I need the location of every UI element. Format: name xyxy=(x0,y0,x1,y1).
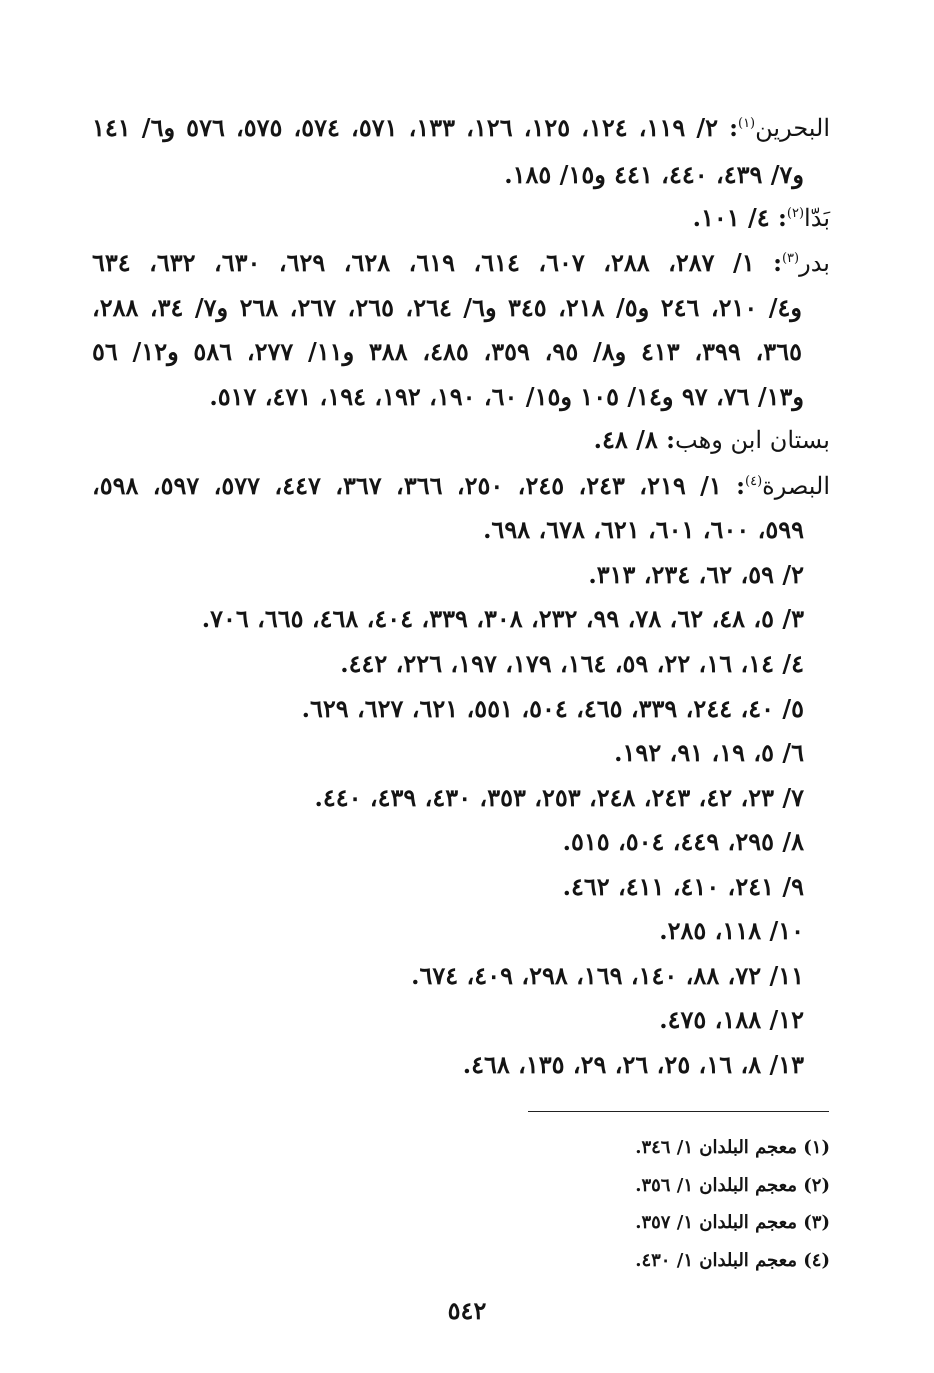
page-refs: ٢/ ٥٩، ٦٢، ٢٣٤، ٣١٣. xyxy=(588,560,804,589)
index-line-cont xyxy=(411,961,804,991)
index-headword: البصرة xyxy=(762,472,831,500)
separator: : xyxy=(778,203,787,232)
footnote-ref: (١) xyxy=(737,116,756,131)
page-refs: ١/ ٢١٩، ٢٤٣، ٢٤٥، ٢٥٠، ٣٦٦، ٣٦٧، ٤٤٧، ٥٧٧، ٥٩٧، ٥٩٨، xyxy=(92,471,737,500)
index-line-cont xyxy=(563,827,804,857)
index-line-cont xyxy=(483,515,804,545)
footnote: (٣) معجم البلدان ١/ ٣٥٧. xyxy=(635,1212,830,1233)
footnote-ref: (٢) xyxy=(786,206,805,221)
page-refs: ١٣/ ٨، ١٦، ٢٥، ٢٦، ٢٩، ١٣٥، ٤٦٨. xyxy=(462,1050,804,1079)
index-headword: بدر xyxy=(799,249,830,277)
index-line-cont xyxy=(302,694,804,724)
footnote: (١) معجم البلدان ١/ ٣٤٦. xyxy=(635,1137,830,1158)
index-line-cont xyxy=(340,649,804,679)
footnote-divider xyxy=(528,1111,829,1112)
index-line xyxy=(693,203,830,233)
page-number: ٥٤٢ xyxy=(447,1296,487,1325)
page-refs: ١٢/ ١٨٨، ٤٧٥. xyxy=(659,1005,804,1034)
footnote-ref: (٤) xyxy=(745,474,763,489)
index-line-cont xyxy=(314,783,804,813)
page-refs: ١٠/ ١١٨، ٢٨٥. xyxy=(659,916,804,945)
page-refs: ٥/ ٤٠، ٢٤٤، ٣٣٩، ٤٦٥، ٥٠٤، ٥٥١، ٦٢١، ٦٢٧، ٦٢٩. xyxy=(301,694,804,723)
index-line-cont xyxy=(659,1005,804,1035)
separator: : xyxy=(729,113,738,142)
index-line-cont xyxy=(463,1050,804,1080)
separator: : xyxy=(736,471,746,500)
page-refs: ٥٩٩، ٦٠٠، ٦٠١، ٦٢١، ٦٧٨، ٦٩٨. xyxy=(483,515,804,544)
page-refs: ١/ ٢٨٧، ٢٨٨، ٦٠٧، ٦١٤، ٦١٩، ٦٢٨، ٦٢٩، ٦٣٠، ٦٣٢، ٦٣٤ xyxy=(92,248,774,277)
index-line-cont xyxy=(92,293,802,323)
index-line xyxy=(92,113,830,143)
page-refs: ٩/ ٢٤١، ٤١٠، ٤١١، ٤٦٢. xyxy=(562,872,804,901)
page-refs: ٣٦٥، ٣٩٩، ٤١٣ و٨/ ٩٥، ٣٥٩، ٤٨٥، ٣٨٨ و١١/ ٢٧٧، ٥٨٦ و١٢/ ٥٦ xyxy=(92,337,802,366)
page-refs: ١١/ ٧٢، ٨٨، ١٤٠، ١٦٩، ٢٩٨، ٤٠٩، ٦٧٤. xyxy=(411,961,804,990)
index-headword: بستان ابن وهب xyxy=(675,426,830,454)
page-refs: و٤/ ٢١٠، ٢٤٦ و٥/ ٢١٨، ٣٤٥ و٦/ ٢٦٤، ٢٦٥، ٢٦٧، ٢٦٨ و٧/ ٣٤، ٢٨٨، xyxy=(92,293,802,322)
page-refs: ٤/ ١٠١. xyxy=(692,203,779,232)
index-line-cont xyxy=(92,337,802,367)
page-refs: ٨/ ٤٨. xyxy=(593,425,667,454)
page-refs: ٣/ ٥، ٤٨، ٦٢، ٧٨، ٩٩، ٢٣٢، ٣٠٨، ٣٣٩، ٤٠٤، ٤٦٨، ٦٦٥، ٧٠٦. xyxy=(201,604,804,633)
page-refs: ٨/ ٢٩٥، ٤٤٩، ٥٠٤، ٥١٥. xyxy=(562,827,804,856)
separator: : xyxy=(666,425,676,454)
index-line-cont xyxy=(563,872,804,902)
index-headword: البحرين xyxy=(755,114,831,142)
footnote: (٢) معجم البلدان ١/ ٣٥٦. xyxy=(635,1175,830,1196)
page-refs: ٢/ ١١٩، ١٢٤، ١٢٥، ١٢٦، ١٣٣، ٥٧١، ٥٧٤، ٥٧٥، ٥٧٦ و٦/ ١٤١ xyxy=(92,113,730,142)
index-line xyxy=(594,425,830,455)
index-line-cont xyxy=(614,738,804,768)
footnote-ref: (٣) xyxy=(781,251,800,266)
page-refs: ٧/ ٢٣، ٤٢، ٢٤٣، ٢٤٨، ٢٥٣، ٣٥٣، ٤٣٠، ٤٣٩، ٤٤٠. xyxy=(314,783,804,812)
footnote: (٤) معجم البلدان ١/ ٤٣٠. xyxy=(635,1250,830,1271)
index-line-cont xyxy=(588,560,804,590)
page-refs: ٤/ ١٤، ١٦، ٢٢، ٥٩، ١٦٤، ١٧٩، ١٩٧، ٢٢٦، ٤٤٢. xyxy=(340,649,804,678)
index-line-cont xyxy=(504,160,804,190)
index-line-cont xyxy=(202,604,804,634)
index-line xyxy=(92,471,830,501)
page-refs: و١٣/ ٧٦، ٩٧ و١٤/ ١٠٥ و١٥/ ٦٠، ١٩٠، ١٩٢، ١٩٤، ٤٧١، ٥١٧. xyxy=(209,382,804,411)
index-headword: بَدّا xyxy=(804,204,830,232)
page-refs: ٦/ ٥، ١٩، ٩١، ١٩٢. xyxy=(614,738,804,767)
index-line xyxy=(92,248,830,278)
page-refs: و٧/ ٤٣٩، ٤٤٠، ٤٤١ و١٥/ ١٨٥. xyxy=(504,160,804,189)
separator: : xyxy=(773,248,782,277)
index-line-cont xyxy=(209,382,804,412)
index-line-cont xyxy=(659,916,804,946)
